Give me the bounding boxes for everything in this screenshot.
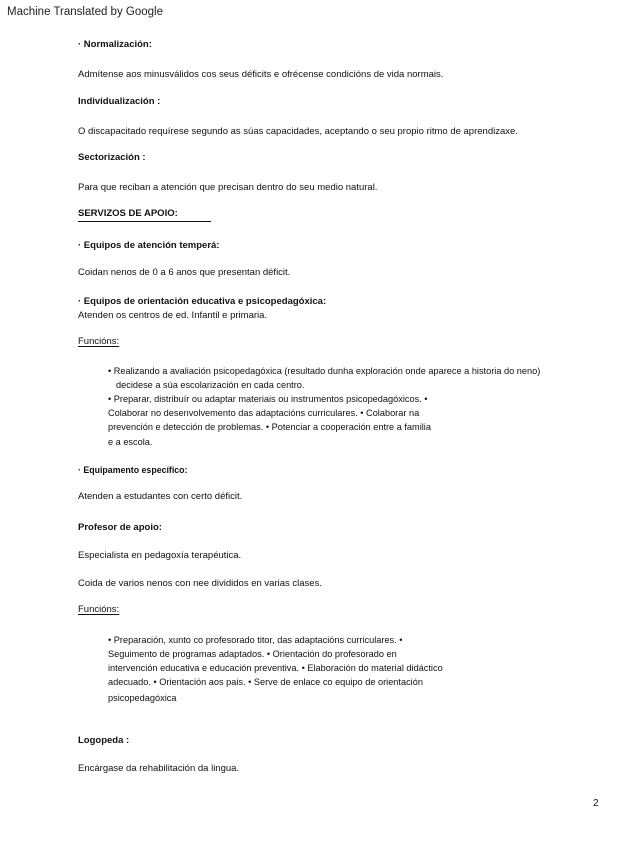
funcions1-line: e a escola. xyxy=(108,437,153,447)
sectorizacion-heading: Sectorización : xyxy=(78,152,146,163)
equipamento-heading: · Equipamento específico: xyxy=(78,465,188,475)
equipamento-text: Atenden a estudantes con certo déficit. xyxy=(78,491,243,502)
profesor-text-2: Coida de varios nenos con nee divididos en varias clases. xyxy=(78,578,322,589)
logopeda-heading: Logopeda : xyxy=(78,735,130,746)
funcions-label-1: Funcións: xyxy=(78,336,120,347)
profesor-text-1: Especialista en pedagoxía terapéutica. xyxy=(78,550,242,561)
funcions1-line: • Realizando a avaliación psicopedagóxica (resultado dunha exploración onde aparece a historia do neno) xyxy=(108,366,541,376)
funcions2-line: intervención educativa e educación preventiva. • Elaboración do material didáctico xyxy=(108,663,443,673)
funcions2-line: Seguimento de programas adaptados. • Orientación do profesorado en xyxy=(108,649,397,659)
servizos-underline xyxy=(78,221,211,222)
orientacion-heading: · Equipos de orientación educativa e psicopedagóxica: xyxy=(78,296,327,307)
funcions2-line: • Preparación, xunto co profesorado titor, das adaptacións curriculares. • xyxy=(108,635,403,645)
orientacion-text: Atenden os centros de ed. Infantil e primaria. xyxy=(78,310,268,321)
atencion-tempera-text: Coidan nenos de 0 a 6 anos que presentan déficit. xyxy=(78,267,291,278)
logopeda-text: Encárgase da rehabilitación da lingua. xyxy=(78,763,240,774)
individualizacion-heading: Individualización : xyxy=(78,96,161,107)
funcions1-line: Colaborar no desenvolvemento das adaptacións curriculares. • Colaborar na xyxy=(108,408,420,418)
profesor-heading: Profesor de apoio: xyxy=(78,522,162,533)
atencion-tempera-heading: · Equipos de atención temperá: xyxy=(78,240,220,251)
funcions1-line: prevención e detección de problemas. • Potenciar a cooperación entre a familia xyxy=(108,422,431,432)
normalizacion-heading: · Normalización: xyxy=(78,39,152,50)
funcions1-line: • Preparar, distribuír ou adaptar materiais ou instrumentos psicopedagóxicos. • xyxy=(108,394,428,404)
machine-translated-banner: Machine Translated by Google xyxy=(7,6,163,18)
individualizacion-text: O discapacitado requírese segundo as súas capacidades, aceptando o seu propio ritmo de aprendizaxe. xyxy=(78,126,518,137)
servizos-heading: SERVIZOS DE APOIO: xyxy=(78,208,178,219)
funcions1-line: decidese a súa escolarización en cada centro. xyxy=(116,380,305,390)
page-number: 2 xyxy=(593,798,599,809)
funcions-label-2: Funcións: xyxy=(78,604,120,615)
funcions2-line: psicopedagóxica xyxy=(108,693,177,703)
sectorizacion-text: Para que reciban a atención que precisan dentro do seu medio natural. xyxy=(78,182,378,193)
funcions2-line: adecuado. • Orientación aos pais. • Serve de enlace co equipo de orientación xyxy=(108,677,423,687)
normalizacion-text: Admítense aos minusválidos cos seus déficits e ofrécense condicións de vida normais. xyxy=(78,69,444,80)
